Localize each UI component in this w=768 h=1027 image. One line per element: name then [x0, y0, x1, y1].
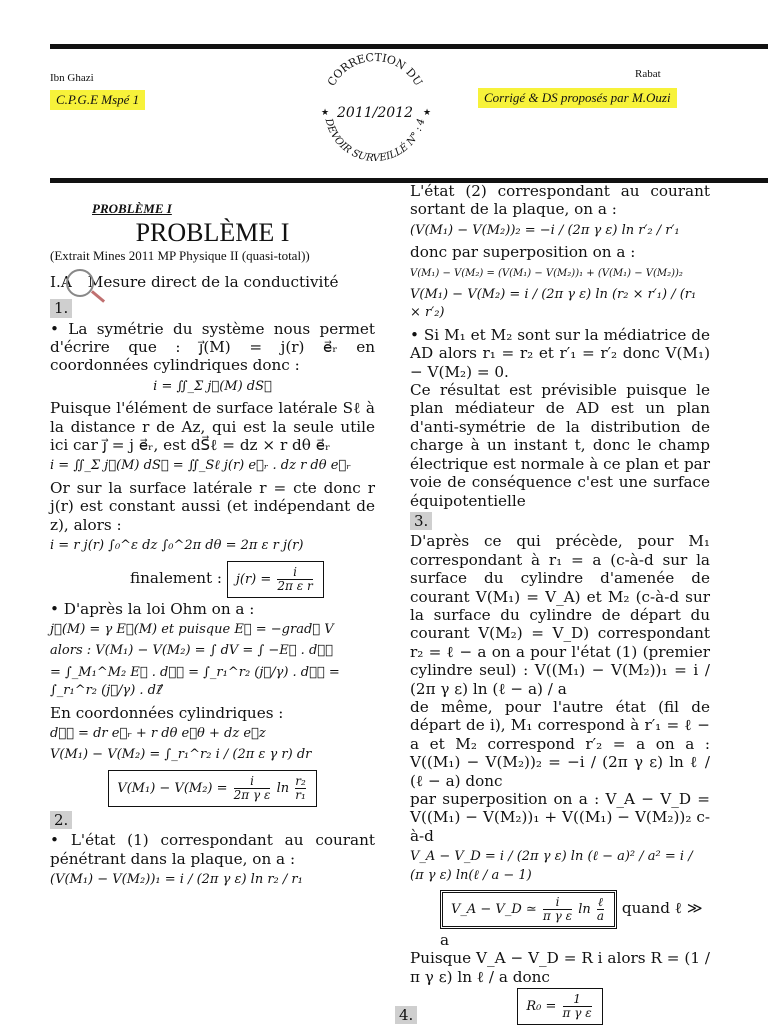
box2-num: i	[250, 773, 254, 788]
box4-lhs: R₀ =	[526, 999, 557, 1015]
boxed-current-density	[227, 561, 324, 598]
equation-field-integral: = ∫_M₁^M₂ E⃗ . dℓ⃗ = ∫_r₁^r₂ (j⃗/γ) . dℓ⃗ = ∫_r₁^r₂ (j⃗/γ) . dℓ⃗	[50, 664, 340, 699]
right-column	[410, 182, 710, 1027]
equation-superposition-result: V(M₁) − V(M₂) = i / (2π γ ε) ln (r₂ × r′₁) / (r₁ × r′₂)	[410, 287, 697, 321]
paragraph-lateral: Or sur la surface latérale r = cte donc r j(r) est constant aussi (et indépendant de z), alors :	[50, 478, 375, 534]
paragraph-superposition: donc par superposition on a :	[410, 243, 636, 262]
city-name: Rabat	[635, 68, 661, 80]
equation-dl: dℓ⃗ = dr e⃗ᵣ + r dθ e⃗θ + dz e⃗z	[50, 725, 266, 741]
stamp-year: 2011/2012	[337, 105, 413, 121]
finally-line	[130, 559, 375, 600]
box1-num: i	[293, 564, 297, 579]
paragraph-symmetry: • La symétrie du système nous permet d'écrire que : j⃗(M) = j(r) e⃗ᵣ en coordonnées cylindriques donc :	[50, 319, 375, 375]
school-name: Ibn Ghazi	[50, 72, 94, 84]
equation-state-2: (V(M₁) − V(M₂))₂ = −i / (2π γ ε) ln r′₂ / r′₁	[410, 222, 680, 238]
box1-lhs: j(r) =	[235, 571, 272, 587]
paragraph-superposition-2: par superposition on a : V_A − V_D = V((M₁) − V(M₂))₁ + V((M₁) − V(M₂))₂ c-à-d	[410, 790, 710, 845]
stamp-bottom-text: DEVOIR SURVEILLÉ N° : 4	[322, 117, 428, 165]
part-a-heading	[50, 269, 375, 297]
box4-num: 1	[573, 992, 581, 1007]
box4-den: π γ ε	[562, 1006, 592, 1021]
paragraph-state-1-cylinder: D'après ce qui précède, pour M₁ correspondant à r₁ = a (c-à-d sur la surface du cylindre d'amenée de courant V(M₁) = V_A) et M₂ (c-à-d sur la surface du cylindre de départ du courant V(M₂) = V_D) correspondant r₂ = ℓ − a on a pour l'état (1) (premier cylindre seul) : V((M₁) − V(M₂))₁ = i / (2π γ ε) ln (ℓ − a) / a	[410, 532, 710, 698]
equation-superposition: V(M₁) − V(M₂) = (V(M₁) − V(M₂))₁ + (V(M₁) − V(M₂))₂	[410, 267, 683, 279]
box2-ln: ln	[276, 780, 290, 796]
box2-ln-num: r₂	[295, 773, 306, 788]
correction-stamp	[315, 45, 435, 175]
box3-num: i	[555, 895, 560, 910]
box1-fraction	[277, 566, 312, 593]
boxed-potential-diff	[108, 770, 317, 807]
finally-label: finalement :	[130, 568, 223, 587]
stamp-star-left: ★	[321, 108, 330, 118]
box2-ln-den: r₁	[295, 787, 306, 802]
paragraph-cyl-coords: En coordonnées cylindriques :	[50, 703, 284, 722]
paragraph-state-2: L'état (2) correspondant au courant sortant de la plaque, on a :	[410, 182, 710, 219]
part-a-mid: Mesure	[87, 273, 147, 292]
equation-current-lateral: i = ∬_Σ j⃗(M) dS⃗ = ∬_Sℓ j(r) e⃗ᵣ . dz r dθ e⃗ᵣ	[50, 458, 351, 474]
paragraph-resistance: Puisque V_A − V_D = R i alors R = (1 / π γ ε) ln ℓ / a donc	[410, 949, 710, 986]
box3-condition: quand ℓ ≫ a	[440, 899, 703, 950]
box3-lhs: V_A − V_D ≃	[451, 902, 537, 918]
paragraph-ohm: • D'après la loi Ohm on a :	[50, 599, 255, 618]
part-a-rest: direct de la conductivité	[146, 273, 339, 292]
paragraph-surface: Puisque l'élément de surface latérale Sℓ à la distance r de Az, qui est la seule utile ici car j⃗ = j e⃗ᵣ, est dS⃗ℓ = dz × r dθ e⃗ᵣ	[50, 399, 375, 455]
author-label: Corrigé & DS proposés par M.Ouzi	[478, 88, 677, 108]
box3-ln-fraction	[597, 896, 604, 923]
equation-current-integral: i = ∬_Σ j⃗(M) dS⃗	[153, 378, 272, 394]
left-column	[50, 200, 375, 892]
magnifier-icon	[66, 269, 94, 297]
box3-ln-den: a	[596, 909, 605, 924]
stamp-top-text: CORRECTION DU	[324, 50, 426, 89]
paragraph-state-1: • L'état (1) correspondant au courant pénétrant dans la plaque, on a :	[50, 831, 375, 868]
equation-ohm: j⃗(M) = γ E⃗(M) et puisque E⃗ = −grad⃗ V	[50, 621, 334, 637]
boxed-va-vd-approx	[440, 890, 617, 929]
box2-den: 2π γ ε	[233, 787, 271, 802]
class-label: C.P.G.E Mspé 1	[50, 90, 145, 110]
equation-potential-diff: alors : V(M₁) − V(M₂) = ∫ dV = ∫ −E⃗ . dℓ⃗	[50, 643, 333, 659]
box3-den: π γ ε	[542, 909, 573, 924]
stamp-star-right: ★	[423, 108, 432, 118]
equation-potential-integral: V(M₁) − V(M₂) = ∫_r₁^r₂ i / (2π ε γ r) dr	[50, 747, 312, 763]
problem-title: PROBLÈME I	[135, 218, 290, 248]
box2-fraction	[234, 775, 271, 802]
part-a-label: I.A	[50, 273, 72, 292]
box3-ln: ln	[578, 902, 591, 918]
equation-state-1: (V(M₁) − V(M₂))₁ = i / (2π γ ε) ln r₂ / r₁	[50, 871, 303, 887]
box1-den: 2π ε r	[277, 578, 313, 593]
equation-current-result: i = r j(r) ∫₀^ε dz ∫₀^2π dθ = 2π ε r j(r)	[50, 538, 304, 554]
paragraph-antisymmetry: Ce résultat est prévisible puisque le plan médiateur de AD est un plan d'anti-symétrie de la distribution de charge à un instant t, donc le champ électrique est normale à ce plan et par voie de conséquence c'est une surface équipotentielle	[410, 381, 710, 510]
section-2-number: 2.	[50, 811, 72, 829]
box2-ln-fraction	[295, 775, 306, 802]
section-4-number: 4.	[395, 1006, 417, 1024]
problem-small-title: PROBLÈME I	[92, 201, 172, 216]
box3-fraction	[543, 896, 572, 923]
box4-fraction	[563, 993, 592, 1020]
paragraph-mediatrice: • Si M₁ et M₂ sont sur la médiatrice de AD alors r₁ = r₂ et r′₁ = r′₂ donc V(M₁) − V(M₂) = 0.	[410, 325, 710, 381]
problem-subtitle: (Extrait Mines 2011 MP Physique II (quasi-total))	[50, 247, 310, 263]
box3-ln-num: ℓ	[597, 895, 603, 910]
equation-va-vd: V_A − V_D = i / (2π γ ε) ln (ℓ − a)² / a² = i / (π γ ε) ln(ℓ / a − 1)	[410, 849, 693, 883]
section-3-number: 3.	[410, 512, 432, 530]
paragraph-state-2-cylinder: de même, pour l'autre état (fil de départ de i), M₁ correspond à r′₁ = ℓ − a et M₂ correspond r′₂ = a on a : V((M₁) − V(M₂))₂ = −i / (2π γ ε) ln ℓ / (ℓ − a) donc	[410, 697, 710, 790]
section-1-number: 1.	[50, 299, 72, 317]
boxed-resistance	[517, 988, 602, 1025]
box2-lhs: V(M₁) − V(M₂) =	[117, 780, 228, 796]
